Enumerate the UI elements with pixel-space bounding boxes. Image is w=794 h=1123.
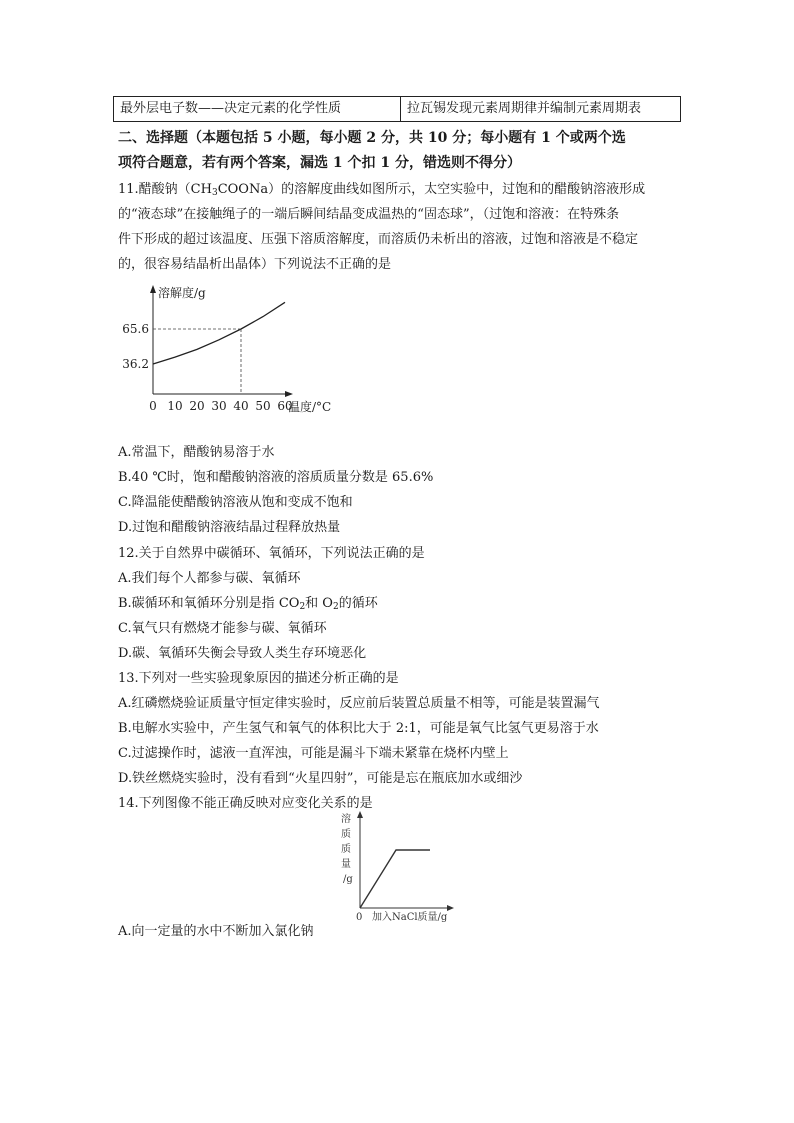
q14-graph-svg xyxy=(338,808,458,923)
q12-b-post: 的循环 xyxy=(338,596,378,611)
q14-ylabel-2: 质 xyxy=(341,829,351,840)
q14-option-a: A.向一定量的水中不断加入氯化钠 xyxy=(118,924,314,939)
q12-stem: 12.关于自然界中碳循环、氧循环，下列说法正确的是 xyxy=(118,546,425,561)
q11-text-b: COONa）的溶解度曲线如图所示，太空实验中，过饱和的醋酸钠溶液形成 xyxy=(217,182,646,197)
q12-b-sub1: 2 xyxy=(299,602,306,612)
q11-stem-line4: 的，很容易结晶析出晶体）下列说法不正确的是 xyxy=(118,257,392,272)
answer-table xyxy=(113,96,681,122)
x-tick-label: 40 xyxy=(233,399,249,413)
x-tick-label: 60 xyxy=(277,399,293,413)
solubility-chart xyxy=(122,280,348,420)
x-tick-label: 50 xyxy=(255,399,271,413)
q12-b-mid: 和 O xyxy=(305,596,333,611)
y-axis-title: 溶解度/g xyxy=(158,286,206,300)
q11-option-c: C.降温能使醋酸钠溶液从饱和变成不饱和 xyxy=(118,495,353,510)
q11-stem-line3: 件下形成的超过该温度、压强下溶质溶解度，而溶质仍未析出的溶液，过饱和溶液是不稳定 xyxy=(118,232,639,247)
solubility-chart-svg xyxy=(122,280,348,420)
section-title-line2: 项符合题意，若有两个答案，漏选 1 个扣 1 分，错选则不得分） xyxy=(118,155,521,171)
q11-option-b: B.40 ℃时，饱和醋酸钠溶液的溶质质量分数是 65.6% xyxy=(118,470,434,485)
q14-ylabel-3: 质 xyxy=(341,844,351,855)
x-axis-title: 温度/°C xyxy=(288,400,332,414)
y-axis-arrow xyxy=(150,285,156,293)
q12-option-a: A.我们每个人都参与碳、氧循环 xyxy=(118,571,301,586)
q11-option-a: A.常温下，醋酸钠易溶于水 xyxy=(118,445,275,460)
q12-option-c: C.氧气只有燃烧才能参与碳、氧循环 xyxy=(118,621,327,636)
q12-b-pre: B.碳循环和氧循环分别是指 CO xyxy=(118,596,300,611)
table-cell-left: 最外层电子数——决定元素的化学性质 xyxy=(114,97,401,122)
q11-option-d: D.过饱和醋酸钠溶液结晶过程释放热量 xyxy=(118,520,341,535)
q11-stem-line1 xyxy=(118,178,645,197)
q14-origin: 0 xyxy=(356,912,363,923)
q14-curve xyxy=(360,850,430,908)
q13-option-b: B.电解水实验中，产生氢气和氧气的体积比大于 2:1，可能是氧气比氢气更易溶于水 xyxy=(118,721,599,736)
q14-ylabel-4: 量 xyxy=(341,859,351,870)
q14-y-arrow xyxy=(357,811,363,818)
x-tick-label: 20 xyxy=(189,399,205,413)
q12-option-d: D.碳、氧循环失衡会导致人类生存环境恶化 xyxy=(118,646,367,661)
q13-option-d: D.铁丝燃烧实验时，没有看到“火星四射”，可能是忘在瓶底加水或细沙 xyxy=(118,771,523,786)
x-axis-arrow xyxy=(285,391,293,397)
q11-stem-line2: 的“液态球”在接触绳子的一端后瞬间结晶变成温热的“固态球”，（过饱和溶液：在特殊条 xyxy=(118,207,620,222)
q14-x-arrow xyxy=(447,905,454,911)
q14-ylabel-5: /g xyxy=(343,874,353,885)
q11-sub: 3 xyxy=(211,188,218,198)
y-tick-label: 36.2 xyxy=(122,357,149,371)
x-tick-label: 30 xyxy=(211,399,227,413)
q13-option-c: C.过滤操作时，滤液一直浑浊，可能是漏斗下端未紧靠在烧杯内壁上 xyxy=(118,746,509,761)
q14-xlabel: 加入NaCl质量/g xyxy=(372,912,448,923)
y-tick-label: 65.6 xyxy=(122,322,149,336)
q14-stem: 14.下列图像不能正确反映对应变化关系的是 xyxy=(118,796,373,811)
q12-b-sub2: 2 xyxy=(332,602,339,612)
section-title-line1: 二、选择题（本题包括 5 小题，每小题 2 分，共 10 分；每小题有 1 个或两个选 xyxy=(118,130,626,146)
x-tick-label: 0 xyxy=(149,399,157,413)
q14-ylabel-1: 溶 xyxy=(341,814,351,825)
table-cell-right: 拉瓦锡发现元素周期律并编制元素周期表 xyxy=(401,97,681,122)
table-row xyxy=(114,97,681,122)
q12-option-b xyxy=(118,592,378,611)
q13-option-a: A.红磷燃烧验证质量守恒定律实验时，反应前后装置总质量不相等，可能是装置漏气 xyxy=(118,696,600,711)
x-tick-label: 10 xyxy=(167,399,183,413)
q13-stem: 13.下列对一些实验现象原因的描述分析正确的是 xyxy=(118,671,399,686)
q14-option-a-graph xyxy=(338,808,458,923)
solubility-curve xyxy=(153,302,285,364)
q11-text-a: 11.醋酸钠（CH xyxy=(118,182,212,197)
